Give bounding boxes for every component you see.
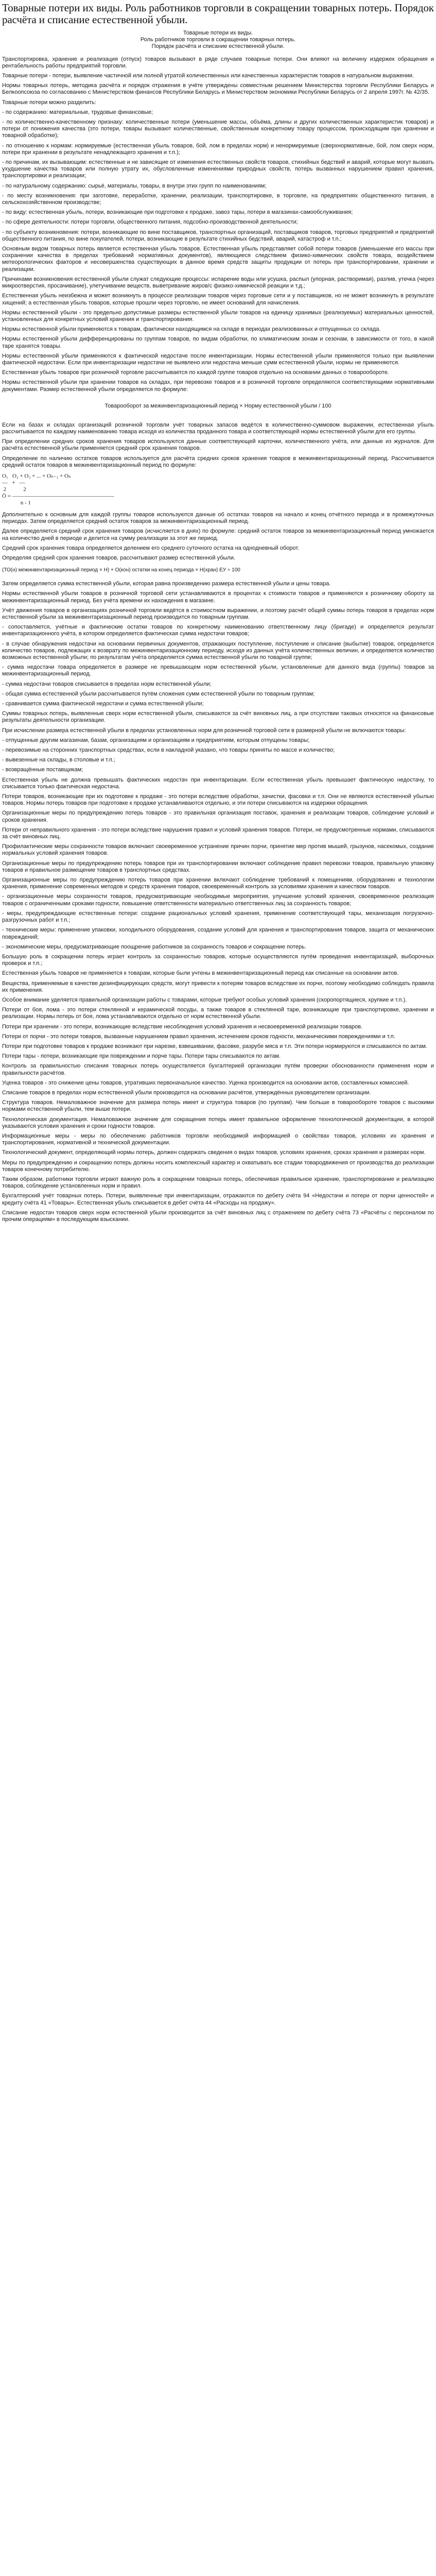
subtitle-block bbox=[2, 30, 434, 50]
paragraph: Товарные потери можно разделить: bbox=[2, 99, 96, 106]
section-c bbox=[2, 512, 434, 562]
section-b bbox=[2, 422, 434, 469]
document bbox=[0, 0, 436, 1233]
paragraph: Структура товаров. Немаловажное значение для размера потерь имеет и структура товаров (по группам). Чем больше в товарообороте товаров с высокими нормами естественной убыли, тем выше потери. bbox=[2, 1099, 434, 1113]
paragraph: - сумма недостачи товара определяется в размере не превышающем норм естественной убыли, установленные для данного вида (группы) товаров за межинвентаризационный период. bbox=[2, 664, 434, 677]
subtitle-line: Товарные потери их виды. bbox=[183, 30, 253, 36]
formula-row: n - 1 bbox=[2, 499, 31, 506]
paragraph: Нормы естественной убыли дифференцированы по группам товаров, по видам обработки, по климатическим зонам и сезонам, в зависимости от того, в какой таре хранятся товары. bbox=[2, 336, 434, 349]
paragraph: - по содержанию: материальные, трудовые финансовые; bbox=[2, 109, 153, 115]
paragraph: Большую роль в сокращении потерь играет контроль за сохранностью товаров, которые осуществляются путём проведения инвентаризаций, выборочных проверок и т.п.; bbox=[2, 953, 434, 967]
paragraph: Определение по наличию остатков товаров используется для расчёта средних сроков хранения товаров в межинвентаризационный период. Рассчитывается средний остаток товаров в межинвентаризационный период по формуле: bbox=[2, 455, 434, 468]
paragraph: Информационные меры - меры по обеспечению работников торговли необходимой информацией о свойствах товаров, условиях их хранения и транспортирования, нормативной и технической документации. bbox=[2, 1132, 434, 1146]
paragraph: Нормы естественной убыли применяются к товарам, фактически находящимся на складе в периодах реализованных и отпущенных со склада. bbox=[2, 326, 381, 333]
paragraph: - по причинам, их вызывающим: естественные и не зависящие от изменения естественных свойств товаров, стихийных бедствий и аварий, которые могут вызвать ухудшение качества товаров или полную утрату их, обусловленные изменениями природных свойств, потерь вызванных нарушением правил хранения, транспортировки и реализации; bbox=[2, 159, 434, 179]
paragraph: Вещества, применяемые в качестве дезинфицирующих средств, могут привести к потерям товаров вследствие их порчи, поэтому необходимо соблюдать правила их применения. bbox=[2, 980, 434, 993]
formula-row: Ō = —————————————————— bbox=[2, 493, 114, 499]
paragraph: Определяя средний срок хранения товаров, рассчитывают размер естественной убыли. bbox=[2, 554, 236, 561]
paragraph: Профилактические меры сохранности товаров включают своевременное устранение причин порчи, принятие мер против мышей, грызунов, насекомых, создание нормальных условий хранения товаров. bbox=[2, 843, 434, 857]
paragraph: Таким образом, работники торговли играют важную роль в сокращении товарных потерь, обеспечивая правильное хранение, транспортирование и реализацию товаров, соблюдение установленных норм и правил. bbox=[2, 1176, 434, 1190]
paragraph: Особое внимание уделяется правильной организации работы с товарами, которые требуют особых условий хранения (скоропортящиеся, хрупкие и т.п.). bbox=[2, 996, 407, 1003]
subtitle-line: Роль работников торговли в сокращении товарных потерь. bbox=[140, 37, 296, 43]
paragraph: Причинами возникновения естественной убыли служат следующие процессы: испарение воды или усушка, распыл (упорная, растворимая), разлив, утечка (через микроотверстия, просачивание), улетучивание веществ, выветривание жиров/с физико-химической реакции и т.д.; bbox=[2, 276, 434, 290]
paragraph: - по виду: естественная убыль, потери, возникающие при подготовке к продаже, завоз тары, потери в магазинах-самообслуживания; bbox=[2, 209, 353, 216]
paragraph: Учёт движения товаров в организациях розничной торговли ведётся в стоимостном выражении, и поэтому расчёт общей суммы потерь товаров в пределах норм естественной убыли за межинвентаризационный период производится по товарным группам. bbox=[2, 607, 434, 620]
paragraph: Организационные меры по предупреждению потерь товаров - это правильная организация поставок, хранения и реализации товаров, соблюдение условий и сроков хранения. bbox=[2, 810, 434, 823]
paragraph: Списание товаров в пределах норм естественной убыли производится на основании расчётов, утверждённых руководителем организации. bbox=[2, 1089, 371, 1096]
document-title: Товарные потери их виды. Роль работников торговли в сокращении товарных потерь. Порядок расчёта и списание естественной убыли. bbox=[2, 2, 434, 26]
paragraph: Организационные меры по предупреждению потерь товаров при их транспортировании включают соблюдение правил перевозки товаров, правильную упаковку товаров и правильное размещение товаров в транспортных средствах. bbox=[2, 860, 434, 873]
paragraph: Далее определяется средний срок хранения товаров (исчисляется в днях) по формуле: средний остаток товаров за межинвентаризационный период умножается на количество дней в периоде и делится на сумму реализации за этот же период. bbox=[2, 528, 434, 541]
formula-natural-loss: Товарооборот за межинвентаризационный период × Норму естественной убыли / 100 bbox=[104, 402, 332, 409]
paragraph: При исчислении размера естественной убыли в пределах установленных норм для розничной торговой сети в размерной убыли не включаются товары: bbox=[2, 727, 406, 734]
paragraph: - в случае обнаружения недостачи на основании первичных документов, отражающих поступление, поступление и списание (выбытие) товаров, определяется количество товаров, подлежащих к возврату по межинвентаризационному периоду, исходя из данных учёта количественных величин, и определяется количество возможных естественной убыли; по результатам учёта определяется сумма естественной убыли по товарной группе; bbox=[2, 640, 434, 660]
paragraph: Потери при подготовке товаров к продаже возникают при нарезке, взвешивании, фасовке, разрубе мяса и т.п. Эти потери нормируются и списываются по актам. bbox=[2, 1043, 427, 1049]
paragraph: - меры, предупреждающие естественные потери: создание рациональных условий хранения, применение соответствующей тары, механизация погрузочно-разгрузочных работ и т.п.; bbox=[2, 910, 434, 924]
paragraph: Нормы естественной убыли товаров в розничной торговой сети устанавливаются в процентах к стоимости товаров и применяются к розничному обороту за межинвентаризационный период. Без учёта времени их нахождения в магазине. bbox=[2, 590, 434, 604]
paragraph: - технические меры: применение упаковки, холодильного оборудования, создание условий для хранения и транспортирования товаров, защита от механических повреждений; bbox=[2, 927, 434, 940]
section-d bbox=[2, 581, 434, 1223]
paragraph: Потери товаров, возникающие при их подготовке к продаже - это потери вследствие обработки, зачистки, фасовки и т.п. Они не являются естественной убылью товаров. Нормы потерь товаров при подготовке к продаже устанавливаются отдельно, и эти потери списываются на издержки обращения. bbox=[2, 793, 434, 807]
paragraph: - по отношению к нормам: нормируемые (естественная убыль товаров, бой, лом в пределах норм) и ненормируемые (сверхнормативные, бой, лом сверх норм, потери при хранении в результате ненадлежащего хранения и т.п.); bbox=[2, 142, 434, 156]
formula-average-balance bbox=[2, 473, 434, 506]
paragraph: - по натуральному содержанию: сырьё, материалы, товары, в внутри этих групп по наименованиям; bbox=[2, 182, 267, 189]
paragraph: Средний срок хранения товара определяется делением его среднего суточного остатка на однодневный оборот. bbox=[2, 545, 300, 551]
formula-natural-loss-storage: (ТО(н) межинвентаризационный период × Н) + О(кон) остатки на конец периода × Н(хран) ЕУ ÷ 100 bbox=[2, 567, 240, 573]
paragraph: Списание недостач товаров сверх норм естественной убыли производится за счёт виновных лиц с отражением по дебету счёта 73 «Расчёты с персоналом по прочим операциям» в последующим взыскании. bbox=[2, 1209, 434, 1223]
paragraph: - сравнивается сумма фактической недостачи и сумма естественной убыли; bbox=[2, 701, 204, 707]
paragraph: Естественная убыль не должна превышать фактических недостач при инвентаризации. Если естественная убыль превышает фактическую недостачу, то списывается только фактическая недостача. bbox=[2, 776, 434, 790]
paragraph: Потери при хранении - это потери, возникающие вследствие несоблюдения условий хранения и несвоевременной реализации товаров. bbox=[2, 1023, 363, 1030]
paragraph: - по количественно-качественному признаку: количественные потери (уменьшение массы, объёма, длины и других количественных характеристик товаров) и потери от понижения качества (это потери, товары вызывают количественные, свойственным конкретному товару процессом, происходящим при хранении и товарной обработке); bbox=[2, 119, 434, 139]
paragraph: Потери от неправильного хранения - это потери вследствие нарушения правил и условий хранения товаров. Потери, не предусмотренные нормами, списываются за счёт виновных лиц. bbox=[2, 826, 434, 840]
paragraph: - возвращённые поставщикам; bbox=[2, 767, 83, 773]
paragraph: - перевозимые на сторонних транспортных средствах, если в накладной указано, что товары приняты по массе и количество; bbox=[2, 747, 335, 754]
formula-row: 2 2 bbox=[2, 486, 26, 493]
paragraph: - отпущенные другим магазинам, базам, организациям и организациям и предприятиям, которым отпущены товары; bbox=[2, 737, 310, 743]
paragraph: Нормы естественной убыли при хранении товаров на складах, при перевозке товаров и в розничной торговле определяются соответствующими нормативными документами. Размер естественной убыли определяется по формуле: bbox=[2, 379, 434, 393]
subtitle-line: Порядок расчёта и списание естественной убыли. bbox=[151, 43, 285, 50]
paragraph: - по субъекту возникновения: потери, возникающие по вине поставщиков, транспортных организаций, поставщиков товаров, торговых предприятий и предприятий общественного питания, по вине покупателей, потери, возникающие в результате стихийных бедствий, аварий, катастроф и т.п.; bbox=[2, 229, 434, 242]
formula-row: — + — bbox=[2, 479, 25, 486]
paragraph: Суммы товарных потерь, выявленные сверх норм естественной убыли, списываются за счёт виновных лиц, а при отсутствии таковых относятся на финансовые результаты деятельности организации. bbox=[2, 710, 434, 724]
paragraph: Контроль за правильностью списания товарных потерь осуществляется бухгалтерией организации путём проверки обоснованности применения норм и правильности расчётов. bbox=[2, 1063, 434, 1076]
paragraph: Технологическая документация. Немаловажное значение для сокращения потерь имеет правильное оформление технологической документации, в которой указываются условия хранения и сроки годности товаров. bbox=[2, 1116, 434, 1129]
section-a bbox=[2, 56, 434, 393]
paragraph: - организационные меры сохранности товаров, предусматривающие необходимые мероприятия, улучшение условий хранения, своевременное реализация товаров с ограниченными сроками годности, повышение ответственности материально ответственных лиц за сохранность товаров; bbox=[2, 893, 434, 907]
formula-row: О₁ О₂ + О₃ + ... + Оₙ₋₁ + Оₙ bbox=[2, 472, 71, 479]
paragraph: Нормы товарных потерь, методика расчёта и порядок отражения в учёте утверждены совместным решением Министерства торговли Республики Беларусь и Белкоопсоюза по согласованию с Министерством финансов Республики Беларусь и Министерством экономики Республики Беларусь от 2 апреля 1997г. № 42/35. bbox=[2, 82, 434, 96]
paragraph: Уценка товаров - это снижение цены товаров, утративших первоначальное качество. Уценка производится на основании актов, составленных комиссией. bbox=[2, 1079, 409, 1086]
paragraph: - общая сумма естественной убыли рассчитывается путём сложения сумм естественной убыли по товарным группам; bbox=[2, 690, 315, 697]
paragraph: Транспортировка, хранение и реализация (отпуск) товаров вызывают в ряде случаев товарные потери. Они влияют на величину издержек обращения и рентабельность работы предприятий торговли. bbox=[2, 56, 434, 69]
paragraph: Если на базах и складах организаций розничной торговли учёт товарных запасов ведётся в количественно-суммовом выражении, естественная убыль рассчитывается по каждому наименованию товара исходя из количества проданного товара и соответствующей нормы естественной убыли для его группы. bbox=[2, 421, 434, 435]
paragraph: Основным видом товарных потерь является естественная убыль товаров. Естественная убыль представляет собой потери товаров (уменьшение его массы при сохранении качества в пределах требований нормативных документов), являющиеся следствием физико-химических свойств товара, воздействием метеорологических факторов и несовершенства существующих в данное время средств защиты продукции от потерь при транспортировании, хранении и реализации. bbox=[2, 246, 434, 273]
paragraph: - вывезенные на склады, в столовые и т.п.; bbox=[2, 757, 115, 764]
paragraph: При определении средних сроков хранения товаров используются данные соответствующей карточки, количественного учёта, или данные из журналов. Для расчёта естественной убыли применяется средний срок хранения товаров. bbox=[2, 438, 434, 452]
paragraph: Дополнительно к основным для каждой группы товаров используются данные об остатках товаров на начало и конец отчётного периода и в промежуточных периодах. Затем определяется средний остаток товаров за межинвентаризационный период. bbox=[2, 511, 434, 525]
paragraph: Технологический документ, определяющий нормы потерь, должен содержать сведения о видах товаров, условиях хранения, сроках хранения и размерах норм. bbox=[2, 1149, 426, 1156]
paragraph: Естественная убыль неизбежна и может возникнуть в процессе реализации товаров через торговые сети и у поставщиков, но не может возникнуть в результате хищений; а естественная убыль товаров, которые прошли через торговлю, не имеет оснований для начисления. bbox=[2, 293, 434, 306]
paragraph: Потери от порчи - это потери товаров, вызванные нарушением правил хранения, истечением сроков годности, механическими повреждениями и т.п. bbox=[2, 1033, 395, 1040]
paragraph: - экономические меры, предусматривающие поощрение работников за сохранность товаров и сокращение потерь. bbox=[2, 943, 306, 950]
paragraph: - сумма недостачи товаров списывается в пределах норм естественной убыли; bbox=[2, 681, 212, 687]
paragraph: Товарные потери - потери, выявление частичной или полной утратой количественных или качественных характеристик товаров в натуральном выражении. bbox=[2, 73, 414, 79]
paragraph: Потери от боя, лома - это потери стеклянной и керамической посуды, а также товаров в стеклянной таре, возникающие при транспортировке, хранении и реализации. Нормы потерь от боя, лома устанавливаются отдельно от норм естественной убыли. bbox=[2, 1007, 434, 1020]
paragraph: Естественная убыль товаров при розничной торговле рассчитывается по каждой группе товаров отдельно на основании данных о товарообороте. bbox=[2, 369, 389, 376]
paragraph: Нормы естественной убыли - это предельно допустимые размеры естественной убыли товаров на единицу хранимых (реализуемых) материальных ценностей, установленных для конкретных условий хранения и транспортирования. bbox=[2, 309, 434, 323]
paragraph: Затем определяется сумма естественной убыли, которая равна произведению размера естественной убыли и цены товара. bbox=[2, 581, 331, 587]
paragraph: Потери тары - потери, возникающие при повреждении и порче тары. Потери тары списываются по актам. bbox=[2, 1053, 281, 1060]
paragraph: - по месту возникновения: при заготовке, переработке, хранении, реализации, транспортировке, в торговле, на предприятиях общественного питания, в сельскохозяйственном производстве; bbox=[2, 192, 434, 206]
paragraph: Меры по предупреждению и сокращению потерь должны носить комплексный характер и охватывать все стадии товародвижения от производства до реализации товаров конечному потребителю. bbox=[2, 1159, 434, 1173]
paragraph: - по сфере деятельности: потери торговли, общественного питания, подсобно-производственной деятельности; bbox=[2, 219, 298, 226]
paragraph: - сопоставляется, учётные и фактические остатки товаров по конкретному наименованию ответственному лицу (бригаде) и определяется результат инвентаризационного учёта, в котором определяется фактическая сумма недостачи товаров; bbox=[2, 624, 434, 637]
paragraph: Бухгалтерский учёт товарных потерь. Потери, выявленные при инвентаризации, отражаются по дебету счёта 94 «Недостачи и потери от порчи ценностей» и кредиту счёта 41 «Товары». Естественная убыль списывается в дебет счёта 44 «Расходы на продажу». bbox=[2, 1193, 434, 1206]
paragraph: Организационные меры по предупреждению потерь товаров при хранении включают соблюдение требований к помещениям, оборудованию и технологии хранения, применение современных методов и средств хранения товаров, своевременный контроль за условиями хранения и качеством товаров. bbox=[2, 877, 434, 890]
paragraph: Естественная убыль товаров не применяется к товарам, которые были учтены в межинвентаризационный период как списанные на основании актов. bbox=[2, 970, 399, 977]
paragraph: Нормы естественной убыли применяются к фактической недостаче после инвентаризации. Нормы естественной убыли применяются только при выявлении фактической недостачи. Если при инвентаризации недостачи не выявлено или недостача меньше сумм естественной убыли, нормы не применяются. bbox=[2, 352, 434, 366]
